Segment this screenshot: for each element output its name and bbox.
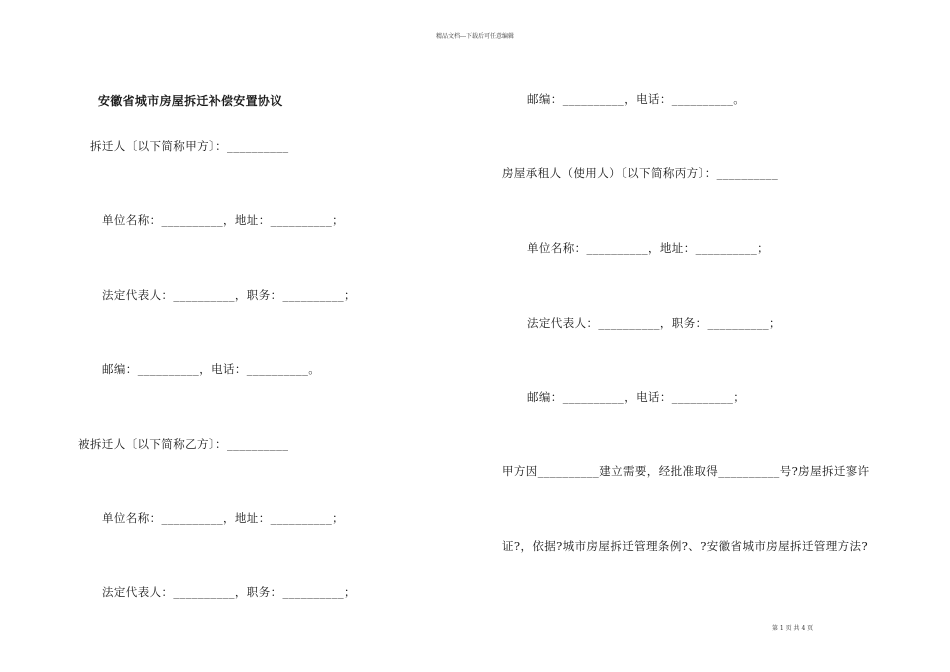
right-line-3: 单位名称：__________，地址：__________； <box>527 241 769 255</box>
right-line-5: 邮编：__________，电话：__________； <box>527 390 746 404</box>
right-line-7: 证?，依据?城市房屋拆迁管理条例?、?安徽省城市房屋拆迁管理方法? <box>502 539 869 553</box>
left-line-2: 单位名称：__________，地址：__________； <box>102 213 344 227</box>
right-line-2: 房屋承租人（使用人）〔以下简称丙方〕：__________ <box>502 166 779 180</box>
left-line-7: 法定代表人：__________，职务：__________； <box>102 585 356 599</box>
right-line-4: 法定代表人：__________，职务：__________； <box>527 316 781 330</box>
left-line-1: 拆迁人〔以下简称甲方〕：__________ <box>90 139 289 153</box>
left-line-5: 被拆迁人〔以下简称乙方〕：__________ <box>78 437 289 451</box>
page-footer: 第 1 页 共 4 页 <box>772 625 814 632</box>
page-header: 精品文档---下载后可任意编辑 <box>435 33 515 40</box>
left-line-6: 单位名称：__________，地址：__________； <box>102 511 344 525</box>
document-title: 安徽省城市房屋拆迁补偿安置协议 <box>98 94 283 108</box>
right-line-1: 邮编：__________，电话：__________。 <box>527 92 746 106</box>
right-line-6: 甲方因__________建立需要，经批准取得__________号?房屋拆迁寥许 <box>502 464 870 478</box>
left-line-4: 邮编：__________，电话：__________。 <box>102 362 321 376</box>
left-line-3: 法定代表人：__________，职务：__________； <box>102 288 356 302</box>
